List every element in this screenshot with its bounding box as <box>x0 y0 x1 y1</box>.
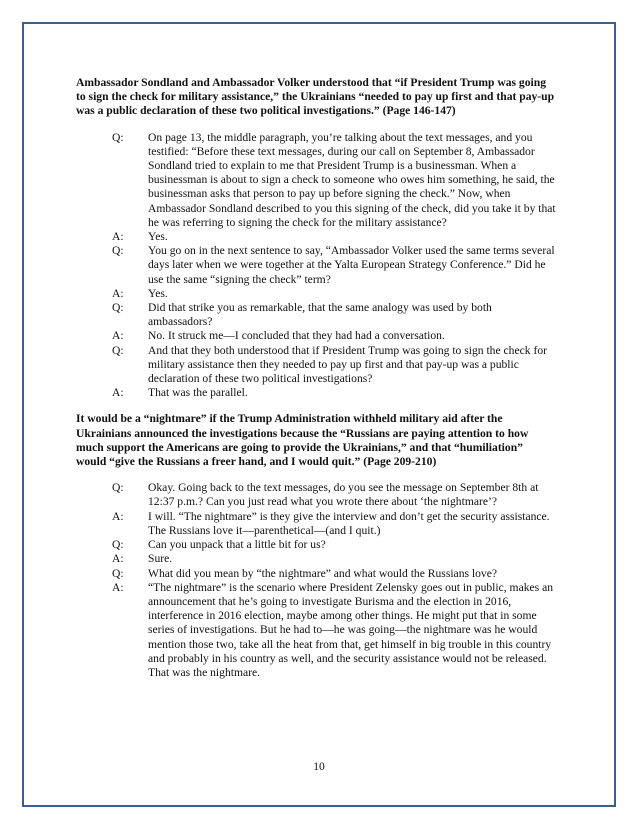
qa-row <box>112 481 556 509</box>
speaker-label: A: <box>112 230 124 244</box>
testimony-text: That was the parallel. <box>148 386 248 400</box>
qa-row <box>112 510 556 538</box>
testimony-text: Sure. <box>148 552 173 566</box>
testimony-text: Okay. Going back to the text messages, do you see the message on September 8th at 12:37 p.m.? Can you just read what you wrote there about ‘the nightmare’? <box>148 481 539 509</box>
speaker-label: A: <box>112 509 124 523</box>
speaker-label: Q: <box>112 301 124 315</box>
qa-row <box>112 581 556 680</box>
speaker-label: A: <box>112 286 124 300</box>
testimony-text: You go on in the next sentence to say, “Ambassador Volker used the same terms several days later when we were together at the Yalta European Strategy Conference.” Did he use the same “signing the check” term? <box>148 244 555 286</box>
qa-row <box>112 567 556 581</box>
qa-row <box>112 230 556 244</box>
testimony-text: And that they both understood that if President Trump was going to sign the check for military assistance then they needed to pay up first and that pay-up was a public declaration of these two political investigations? <box>148 343 547 386</box>
speaker-label: Q: <box>112 538 124 552</box>
qa-row <box>112 538 556 552</box>
qa-row <box>112 244 556 287</box>
speaker-label: Q: <box>112 481 124 495</box>
section-heading-sondland-volker: Ambassador Sondland and Ambassador Volker understood that “if President Trump was going to sign the check for military assistance,” the Ukrainians “needed to pay up first and that pay-up was a public declaration of these two political investigations.” (Page 146-147) <box>76 76 555 118</box>
qa-row <box>112 329 556 343</box>
testimony-text: “The nightmare” is the scenario where President Zelensky goes out in public, makes an announcement that he’s going to investigate Burisma and the election in 2016, interference in 2016 election, maybe among other things. He might put that in some series of investigations. But he had to—he was going—the nightmare was he would mention those two, take all the heat from that, get himself in big trouble in this country and probably in his country as well, and the security assistance would not be released. That was the nightmare. <box>148 580 554 679</box>
speaker-label: A: <box>112 386 124 400</box>
testimony-block-2 <box>76 481 556 680</box>
testimony-text: I will. “The nightmare” is they give the interview and don’t get the security assistance. The Russians love it—parenthetical—(and I quit.) <box>148 509 550 537</box>
testimony-text: Can you unpack that a little bit for us? <box>148 538 326 552</box>
page-number: 10 <box>313 760 325 773</box>
testimony-block-1 <box>76 131 556 401</box>
speaker-label: Q: <box>112 566 124 580</box>
speaker-label: Q: <box>112 343 124 357</box>
qa-row <box>112 131 556 230</box>
testimony-text: No. It struck me—I concluded that they had had a conversation. <box>148 329 445 343</box>
document-body <box>76 76 556 692</box>
speaker-label: Q: <box>112 130 124 144</box>
testimony-text: Yes. <box>148 286 168 300</box>
testimony-text: What did you mean by “the nightmare” and what would the Russians love? <box>148 566 498 580</box>
testimony-text: Yes. <box>148 230 168 244</box>
qa-row <box>112 386 556 400</box>
qa-row <box>112 344 556 387</box>
qa-row <box>112 552 556 566</box>
testimony-text: On page 13, the middle paragraph, you’re talking about the text messages, and you testified: “Before these text messages, during our call on September 8, Ambassador Sondland tried to explain to me that President Trump is a businessman. When a businessman is about to sign a check to someone who owes him something, he said, the businessman asks that person to pay up before signing the check.” Now, when Ambassador Sondland described to you this signing of the check, did you take it by that he was referring to signing the check for the military assistance? <box>148 130 556 229</box>
speaker-label: A: <box>112 580 124 594</box>
qa-row <box>112 301 556 329</box>
section-heading-nightmare: It would be a “nightmare” if the Trump Administration withheld military aid after the Ukrainians announced the investigations because the “Russians are paying attention to how much support the Americans are going to provide the Ukrainians,” and that “humiliation” would “give the Russians a freer hand, and I would quit.” (Page 209-210) <box>76 412 529 469</box>
qa-row <box>112 287 556 301</box>
speaker-label: Q: <box>112 244 124 258</box>
testimony-text: Did that strike you as remarkable, that the same analogy was used by both ambassadors? <box>148 301 492 329</box>
speaker-label: A: <box>112 552 124 566</box>
speaker-label: A: <box>112 329 124 343</box>
